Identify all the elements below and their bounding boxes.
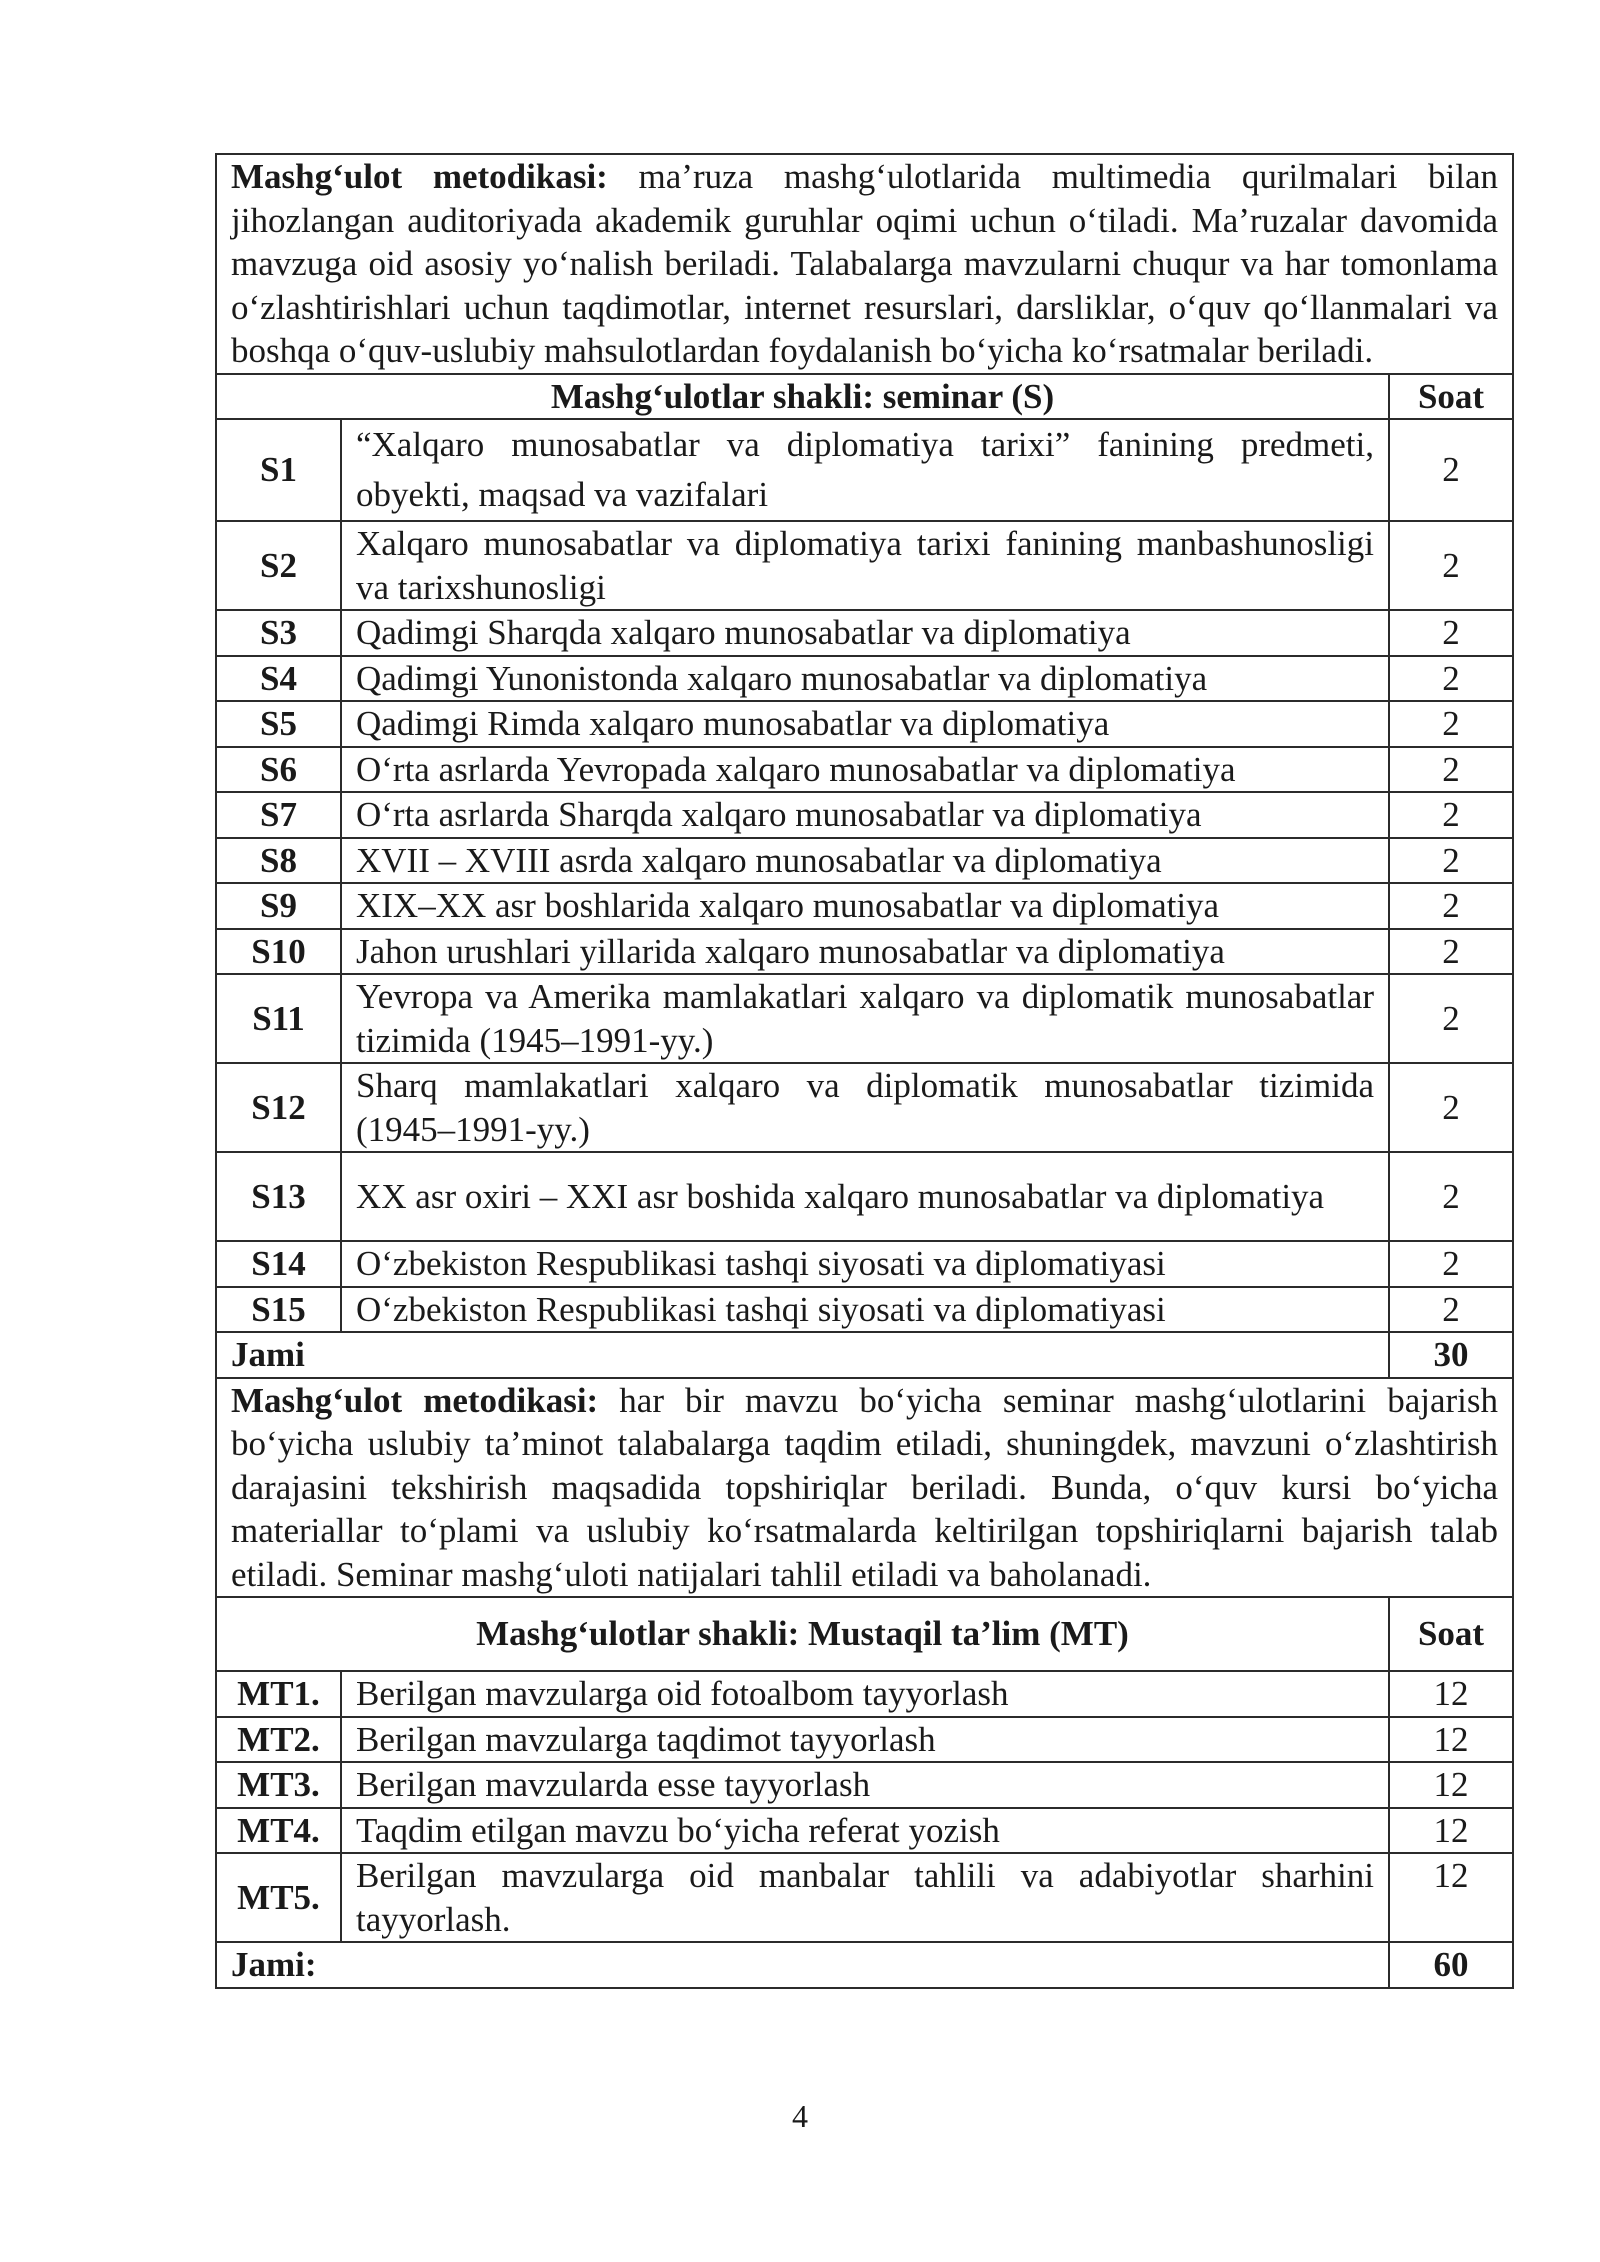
seminar-hours: 2 xyxy=(1389,701,1513,747)
seminar-topic: Sharq mamlakatlari xalqaro va diplomatik munosabatlar tizimida (1945–1991-yy.) xyxy=(341,1063,1389,1152)
lecture-methodology-text: ma’ruza mashg‘ulotlarida multimedia qurilmalari bilan jihozlangan auditoriyada akademik guruhlar oqimi uchun o‘tiladi. Ma’ruzalar davomida mavzuga oid asosiy yo‘nalish beriladi. Talabalarga mavzularni chuqur va har tomonlama o‘zlashtirishlari uchun taqdimotlar, internet resurslari, darsliklar, o‘quv qo‘llanmalari va boshqa o‘quv-uslubiy mahsulotlardan foydalanish bo‘yicha ko‘rsatmalar beriladi. xyxy=(231,157,1499,370)
seminar-total-row xyxy=(216,1332,1513,1378)
seminar-topic: “Xalqaro munosabatlar va diplomatiya tarixi” fanining predmeti, obyekti, maqsad va vazifalari xyxy=(341,419,1389,521)
table-row xyxy=(216,929,1513,975)
independent-code: MT3. xyxy=(216,1762,341,1808)
seminar-topic: XVII – XVIII asrda xalqaro munosabatlar va diplomatiya xyxy=(341,838,1389,884)
seminar-hours: 2 xyxy=(1389,883,1513,929)
seminar-topic: Qadimgi Sharqda xalqaro munosabatlar va diplomatiya xyxy=(341,610,1389,656)
seminar-topic: Qadimgi Rimda xalqaro munosabatlar va diplomatiya xyxy=(341,701,1389,747)
table-row xyxy=(216,1063,1513,1152)
seminar-hours-header: Soat xyxy=(1389,374,1513,420)
seminar-total-label: Jami xyxy=(216,1332,1389,1378)
seminar-hours: 2 xyxy=(1389,656,1513,702)
table-row xyxy=(216,1671,1513,1717)
seminar-code: S13 xyxy=(216,1152,341,1241)
table-row xyxy=(216,1762,1513,1808)
table-row xyxy=(216,1717,1513,1763)
seminar-topic: Qadimgi Yunonistonda xalqaro munosabatlar va diplomatiya xyxy=(341,656,1389,702)
seminar-topic: XIX–XX asr boshlarida xalqaro munosabatlar va diplomatiya xyxy=(341,883,1389,929)
table-row xyxy=(216,792,1513,838)
seminar-code: S7 xyxy=(216,792,341,838)
independent-section-title: Mashg‘ulotlar shakli: Mustaqil ta’lim (MT) xyxy=(216,1597,1389,1671)
independent-hours: 12 xyxy=(1389,1671,1513,1717)
seminar-code: S14 xyxy=(216,1241,341,1287)
seminar-hours: 2 xyxy=(1389,929,1513,975)
seminar-hours: 2 xyxy=(1389,1241,1513,1287)
independent-topic: Berilgan mavzularga oid manbalar tahlili va adabiyotlar sharhini tayyorlash. xyxy=(341,1853,1389,1942)
independent-header-row xyxy=(216,1597,1513,1671)
table-row xyxy=(216,1241,1513,1287)
independent-topic: Berilgan mavzularga oid fotoalbom tayyorlash xyxy=(341,1671,1389,1717)
seminar-methodology-row xyxy=(216,1378,1513,1598)
seminar-hours: 2 xyxy=(1389,521,1513,610)
independent-hours: 12 xyxy=(1389,1853,1513,1942)
seminar-topic: XX asr oxiri – XXI asr boshida xalqaro munosabatlar va diplomatiya xyxy=(341,1152,1389,1241)
table-row xyxy=(216,1808,1513,1854)
independent-code: MT1. xyxy=(216,1671,341,1717)
seminar-code: S4 xyxy=(216,656,341,702)
seminar-code: S15 xyxy=(216,1287,341,1333)
independent-code: MT5. xyxy=(216,1853,341,1942)
seminar-topic: Yevropa va Amerika mamlakatlari xalqaro va diplomatik munosabatlar tizimida (1945–1991-yy.) xyxy=(341,974,1389,1063)
lecture-methodology-row xyxy=(216,154,1513,374)
independent-topic: Berilgan mavzularda esse tayyorlash xyxy=(341,1762,1389,1808)
table-row xyxy=(216,656,1513,702)
seminar-code: S8 xyxy=(216,838,341,884)
seminar-hours: 2 xyxy=(1389,792,1513,838)
seminar-header-row xyxy=(216,374,1513,420)
seminar-code: S1 xyxy=(216,419,341,521)
seminar-hours: 2 xyxy=(1389,838,1513,884)
seminar-hours: 2 xyxy=(1389,1287,1513,1333)
seminar-topic: O‘zbekiston Respublikasi tashqi siyosati va diplomatiyasi xyxy=(341,1241,1389,1287)
table-row xyxy=(216,1152,1513,1241)
seminar-total-value: 30 xyxy=(1389,1332,1513,1378)
curriculum-table xyxy=(215,153,1514,1989)
table-row xyxy=(216,838,1513,884)
seminar-topic: O‘zbekiston Respublikasi tashqi siyosati va diplomatiyasi xyxy=(341,1287,1389,1333)
table-row xyxy=(216,419,1513,521)
seminar-code: S2 xyxy=(216,521,341,610)
seminar-code: S12 xyxy=(216,1063,341,1152)
seminar-code: S10 xyxy=(216,929,341,975)
seminar-hours: 2 xyxy=(1389,974,1513,1063)
independent-topic: Taqdim etilgan mavzu bo‘yicha referat yozish xyxy=(341,1808,1389,1854)
table-row xyxy=(216,701,1513,747)
table-row xyxy=(216,1287,1513,1333)
lecture-methodology-cell xyxy=(216,154,1513,374)
seminar-code: S11 xyxy=(216,974,341,1063)
seminar-code: S9 xyxy=(216,883,341,929)
independent-topic: Berilgan mavzularga taqdimot tayyorlash xyxy=(341,1717,1389,1763)
seminar-hours: 2 xyxy=(1389,1152,1513,1241)
document-page xyxy=(215,153,1512,1989)
seminar-topic: Jahon urushlari yillarida xalqaro munosabatlar va diplomatiya xyxy=(341,929,1389,975)
seminar-methodology-label: Mashg‘ulot metodikasi: xyxy=(231,1380,599,1420)
seminar-methodology-text: har bir mavzu bo‘yicha seminar mashg‘ulotlarini bajarish bo‘yicha uslubiy ta’minot talabalarga taqdim etiladi, shuningdek, mavzuni o‘zlashtirish darajasini tekshirish maqsadida topshiriqlar beriladi. Bunda, o‘quv kursi bo‘yicha materiallar to‘plami va uslubiy ko‘rsatmalarda keltirilgan topshiriqlarni bajarish talab etiladi. Seminar mashg‘uloti natijalari tahlil etiladi va baholanadi. xyxy=(231,1380,1499,1594)
independent-total-row xyxy=(216,1942,1513,1988)
seminar-hours: 2 xyxy=(1389,747,1513,793)
independent-total-value: 60 xyxy=(1389,1942,1513,1988)
table-row xyxy=(216,747,1513,793)
independent-hours-header: Soat xyxy=(1389,1597,1513,1671)
independent-code: MT2. xyxy=(216,1717,341,1763)
seminar-code: S5 xyxy=(216,701,341,747)
seminar-hours: 2 xyxy=(1389,419,1513,521)
independent-hours: 12 xyxy=(1389,1762,1513,1808)
independent-hours: 12 xyxy=(1389,1808,1513,1854)
table-row xyxy=(216,521,1513,610)
page-number: 4 xyxy=(792,2098,808,2134)
seminar-methodology-cell xyxy=(216,1378,1513,1598)
independent-code: MT4. xyxy=(216,1808,341,1854)
independent-total-label: Jami: xyxy=(216,1942,1389,1988)
seminar-section-title: Mashg‘ulotlar shakli: seminar (S) xyxy=(216,374,1389,420)
lecture-methodology-label: Mashg‘ulot metodikasi: xyxy=(231,157,608,196)
seminar-topic: O‘rta asrlarda Yevropada xalqaro munosabatlar va diplomatiya xyxy=(341,747,1389,793)
table-row xyxy=(216,610,1513,656)
seminar-code: S3 xyxy=(216,610,341,656)
seminar-code: S6 xyxy=(216,747,341,793)
independent-hours: 12 xyxy=(1389,1717,1513,1763)
table-row xyxy=(216,883,1513,929)
seminar-hours: 2 xyxy=(1389,610,1513,656)
seminar-topic: O‘rta asrlarda Sharqda xalqaro munosabatlar va diplomatiya xyxy=(341,792,1389,838)
table-row xyxy=(216,1853,1513,1942)
seminar-hours: 2 xyxy=(1389,1063,1513,1152)
seminar-topic: Xalqaro munosabatlar va diplomatiya tarixi fanining manbashunosligi va tarixshunosligi xyxy=(341,521,1389,610)
table-row xyxy=(216,974,1513,1063)
